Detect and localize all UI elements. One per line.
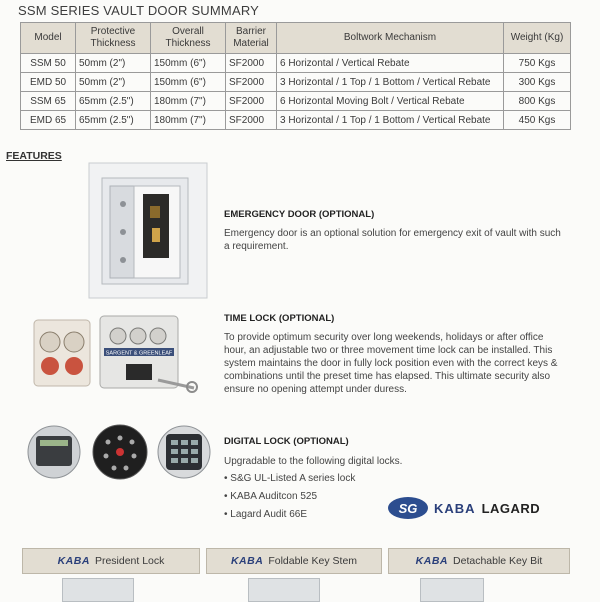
table-cell: SF2000 [226,54,277,73]
list-item: • S&G UL-Listed A series lock [224,470,355,488]
sg-logo: SG [388,497,428,519]
tab-detachable-key-bit [388,548,570,574]
digital-lock-title: DIGITAL LOCK (OPTIONAL) [224,436,349,447]
table-header-row [21,23,571,54]
column-header: Weight (Kg) [504,23,571,54]
table-cell: EMD 65 [21,111,76,130]
table-cell: 6 Horizontal Moving Bolt / Vertical Rebate [277,92,504,111]
table-cell: SSM 65 [21,92,76,111]
time-lock-text: To provide optimum security over long weekends, holidays or after office hour, an adjustable two or three movement time lock can be installed. This system maintains the door in fully lock position even with the correct keys & combinations until the preset time has elapsed. This ultimate security also ensure no opening attempt under duress. [224,332,558,395]
table-cell: SSM 50 [21,54,76,73]
president-lock-image [62,578,134,602]
table-cell: 150mm (6") [151,73,226,92]
table-cell: EMD 50 [21,73,76,92]
tab-foldable-key-stem [206,548,382,574]
table-cell: 180mm (7") [151,92,226,111]
page-title: SSM SERIES VAULT DOOR SUMMARY [18,3,260,18]
tab-label: Detachable Key Bit [453,555,543,567]
kaba-logo: KABA [415,555,449,567]
table-cell: 450 Kgs [504,111,571,130]
brand-logos [388,494,564,522]
tab-label: President Lock [94,555,165,567]
tab-president-lock [22,548,200,574]
table-cell: SF2000 [226,111,277,130]
kaba-logo: KABA [230,555,264,567]
table-row [21,54,571,73]
column-header: Boltwork Mechanism [277,23,504,54]
vault-summary-table [20,22,571,130]
emergency-door-text: Emergency door is an optional solution for emergency exit of vault with such a requirement. [224,228,561,252]
column-header: Barrier Material [226,23,277,54]
table-cell: 3 Horizontal / 1 Top / 1 Bottom / Vertical Rebate [277,73,504,92]
column-header: Model [21,23,76,54]
kaba-logo: KABA [57,555,90,567]
list-item: • KABA Auditcon 525 [224,488,355,506]
foldable-key-stem-image [248,578,320,602]
table-cell: 50mm (2") [76,73,151,92]
tab-label: Foldable Key Stem [268,555,358,567]
time-lock-device-label: SARGENT & GREENLEAF [105,350,173,357]
table-cell: 3 Horizontal / 1 Top / 1 Bottom / Vertical Rebate [277,111,504,130]
table-cell: 6 Horizontal / Vertical Rebate [277,54,504,73]
time-lock-image [30,314,202,394]
table-cell: 300 Kgs [504,73,571,92]
table-cell: 150mm (6") [151,54,226,73]
lagard-logo: LAGARD [481,500,541,516]
column-header: Protective Thickness [76,23,151,54]
list-item: • Lagard Audit 66E [224,506,355,524]
table-cell: 750 Kgs [504,54,571,73]
table-row [21,73,571,92]
digital-lock-list [224,470,355,524]
table-cell: 180mm (7") [151,111,226,130]
table-cell: 65mm (2.5") [76,111,151,130]
features-heading: FEATURES [6,150,62,162]
emergency-door-title: EMERGENCY DOOR (OPTIONAL) [224,209,375,220]
table-cell: SF2000 [226,92,277,111]
table-cell: 800 Kgs [504,92,571,111]
table-cell: 50mm (2") [76,54,151,73]
detachable-key-bit-image [420,578,484,602]
table-cell: 65mm (2.5") [76,92,151,111]
table-cell: SF2000 [226,73,277,92]
time-lock-title: TIME LOCK (OPTIONAL) [224,313,335,324]
kaba-logo: KABA [434,500,476,516]
table-row [21,111,571,130]
digital-locks-image [26,422,212,482]
column-header: Overall Thickness [151,23,226,54]
table-row [21,92,571,111]
emergency-door-image [88,162,210,300]
digital-lock-intro: Upgradable to the following digital locks. [224,456,403,467]
